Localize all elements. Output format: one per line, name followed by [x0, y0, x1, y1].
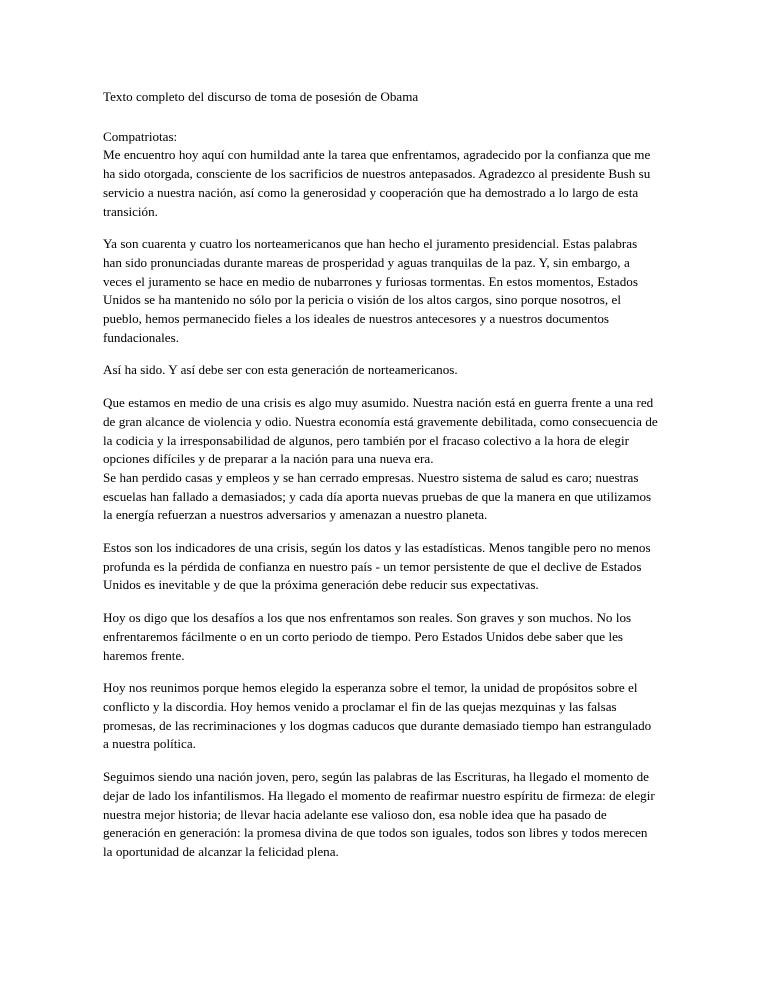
paragraph-6: Estos son los indicadores de una crisis, según los datos y las estadísticas. Menos tangible pero no menos profunda es la pérdida de confianza en nuestro país - un temor persistente de que el declive de Estados Unidos es inevitable y de que la próxima generación debe reducir sus expectativas.: [103, 540, 651, 593]
paragraph-9: Seguimos siendo una nación joven, pero, según las palabras de las Escrituras, ha llegado el momento de dejar de lado los infantilismos. Ha llegado el momento de reafirmar nuestro espíritu de firmeza: de elegir nuestra mejor historia; de llevar hacia adelante ese valioso don, esa noble idea que ha pasado de generación en generación: la promesa divina de que todos son iguales, todos son libres y todos merecen la oportunidad de alcanzar la felicidad plena.: [103, 769, 655, 859]
document-body: [103, 88, 659, 876]
paragraph-5: Se han perdido casas y empleos y se han cerrado empresas. Nuestro sistema de salud es caro; nuestras escuelas han fallado a demasiados; y cada día aporta nuevas pruebas de que la manera en que utilizamos la energía refuerzan a nuestros adversarios y amenazan a nuestro planeta.: [103, 469, 652, 523]
paragraph-8: Hoy nos reunimos porque hemos elegido la esperanza sobre el temor, la unidad de propósitos sobre el conflicto y la discordia. Hoy hemos venido a proclamar el fin de las quejas mezquinas y las falsas promesas, de las recriminaciones y los dogmas caducos que durante demasiado tiempo han estrangulado a nuestra política.: [103, 680, 652, 752]
paragraph-3: Así ha sido. Y así debe ser con esta generación de norteamericanos.: [103, 362, 458, 378]
salutation-paragraph: Compatriotas:: [103, 128, 178, 144]
paragraph-2: Ya son cuarenta y cuatro los norteamericanos que han hecho el juramento presidencial. Estas palabras han sido pronunciadas durante mareas de prosperidad y aguas tranquilas de la paz. Y, sin embargo, a veces el juramento se hace en medio de nubarrones y furiosas tormentas. En estos momentos, Estados Unidos se ha mantenido no sólo por la pericia o visión de los altos cargos, sino porque nosotros, el pueblo, hemos permanecido fieles a los ideales de nuestros antecesores y a nuestros documentos fundacionales.: [103, 236, 638, 345]
paragraph-7: Hoy os digo que los desafíos a los que nos enfrentamos son reales. Son graves y son muchos. No los enfrentaremos fácilmente o en un corto periodo de tiempo. Pero Estados Unidos debe saber que les haremos frente.: [103, 610, 632, 663]
paragraph-1: Me encuentro hoy aquí con humildad ante la tarea que enfrentamos, agradecido por la confianza que me ha sido otorgada, consciente de los sacrificios de nuestros antepasados. Agradezco al presidente Bush su servicio a nuestra nación, así como la generosidad y cooperación que ha demostrado a lo largo de esta transición.: [103, 147, 651, 219]
document-title: Texto completo del discurso de toma de posesión de Obama: [103, 89, 419, 104]
paragraph-4: Que estamos en medio de una crisis es algo muy asumido. Nuestra nación está en guerra frente a una red de gran alcance de violencia y odio. Nuestra economía está gravemente debilitada, como consecuencia de la codicia y la irresponsabilidad de algunos, pero también por el fracaso colectivo a la hora de elegir opciones difíciles y de preparar a la nación para una nueva era.: [103, 395, 658, 467]
